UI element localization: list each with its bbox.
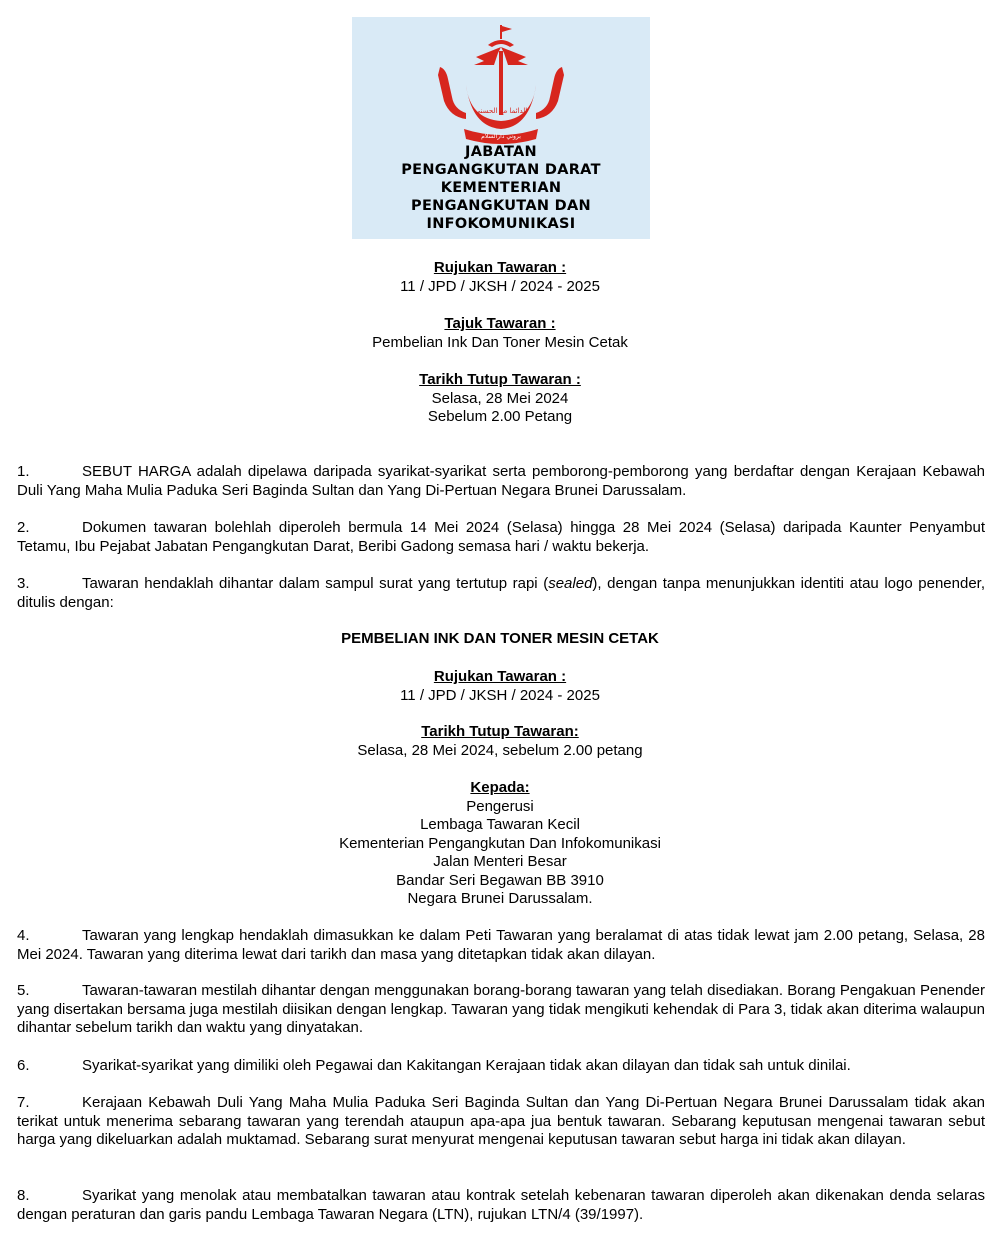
department-name	[352, 143, 650, 233]
address-line: Pengerusi	[466, 797, 534, 815]
logo-line: KEMENTERIAN	[440, 180, 562, 196]
close-date: Selasa, 28 Mei 2024	[431, 389, 569, 407]
paragraph-6	[17, 1057, 985, 1076]
env-close-label: Tarikh Tutup Tawaran:	[421, 723, 579, 740]
paragraph-text: Tawaran yang lengkap hendaklah dimasukkan ke dalam Peti Tawaran yang beralamat di atas tidak lewat jam 2.00 petang, Selasa, 28 Mei 2024. Tawaran yang diterima lewat dari tarikh dan masa yang ditetapkan tidak akan dilayan.	[17, 927, 985, 963]
paragraph-text: SEBUT HARGA adalah dipelawa daripada syarikat-syarikat serta pemborong-pemborong yang berdaftar dengan Kerajaan Kebawah Duli Yang Maha Mulia Paduka Seri Baginda Sultan dan Yang Di-Pertuan Negara Brunei Darussalam.	[17, 463, 985, 499]
ref-label: Rujukan Tawaran :	[433, 259, 567, 276]
brunei-crest-icon	[436, 23, 566, 147]
paragraph-4	[17, 927, 985, 964]
env-ref-value: 11 / JPD / JKSH / 2024 - 2025	[400, 686, 600, 704]
paragraph-8	[17, 1187, 985, 1224]
paragraph-number: 5.	[17, 982, 30, 999]
title-value: Pembelian Ink Dan Toner Mesin Cetak	[372, 333, 628, 351]
paragraph-2	[17, 519, 985, 556]
paragraph-text: Syarikat-syarikat yang dimiliki oleh Pegawai dan Kakitangan Kerajaan tidak akan dilayan dan tidak sah untuk dinilai.	[82, 1057, 851, 1074]
ref-value: 11 / JPD / JKSH / 2024 - 2025	[400, 277, 600, 295]
paragraph-text: Tawaran hendaklah dihantar dalam sampul surat yang tertutup rapi (	[82, 575, 549, 592]
summary-title	[0, 315, 1000, 352]
address-line: Bandar Seri Begawan BB 3910	[396, 871, 604, 889]
envelope-reference	[0, 668, 1000, 705]
department-logo	[352, 17, 650, 239]
title-label: Tajuk Tawaran :	[444, 315, 556, 332]
paragraph-number: 2.	[17, 519, 30, 536]
envelope-address	[0, 779, 1000, 909]
logo-line: INFOKOMUNIKASI	[426, 216, 576, 232]
paragraph-italic: sealed	[548, 575, 593, 592]
summary-reference	[0, 259, 1000, 296]
paragraph-text: Syarikat yang menolak atau membatalkan tawaran atau kontrak setelah kebenaran tawaran diperoleh akan dikenakan denda selaras dengan peraturan dan garis pandu Lembaga Tawaran Negara (LTN), rujukan LTN/4 (39/1997).	[17, 1187, 985, 1223]
paragraph-number: 6.	[17, 1057, 30, 1074]
paragraph-1	[17, 463, 985, 500]
close-label: Tarikh Tutup Tawaran :	[419, 371, 581, 388]
paragraph-number: 7.	[17, 1094, 30, 1111]
paragraph-text: ), dengan tanpa menunjukkan identiti atau logo penender, ditulis dengan:	[17, 575, 985, 611]
emblem-scroll-text: بروني دارالسلام	[481, 133, 521, 140]
envelope-heading: PEMBELIAN INK DAN TONER MESIN CETAK	[341, 630, 659, 647]
env-close-value: Selasa, 28 Mei 2024, sebelum 2.00 petang	[357, 741, 643, 759]
paragraph-number: 1.	[17, 463, 30, 480]
env-ref-label: Rujukan Tawaran :	[433, 668, 567, 685]
close-time: Sebelum 2.00 Petang	[427, 408, 573, 425]
paragraph-text: Kerajaan Kebawah Duli Yang Maha Mulia Paduka Seri Baginda Sultan dan Yang Di-Pertuan Negara Brunei Darussalam tidak akan terikat untuk menerima sebarang tawaran yang terendah ataupun apa-apa jua bentuk tawaran. Sebarang keputusan mengenai tawaran sebut harga yang dikeluarkan adalah muktamad. Sebarang surat menyurat mengenai keputusan tawaran sebut harga ini tidak akan dilayan.	[17, 1094, 985, 1148]
paragraph-number: 4.	[17, 927, 30, 944]
paragraph-5	[17, 982, 985, 1038]
emblem-motto: الدائما مع الحسنى	[474, 107, 528, 115]
paragraph-3	[17, 575, 985, 612]
address-line: Lembaga Tawaran Kecil	[420, 816, 580, 833]
paragraph-7	[17, 1094, 985, 1150]
paragraph-text: Tawaran-tawaran mestilah dihantar dengan menggunakan borang-borang tawaran yang telah disediakan. Borang Pengakuan Penender yang disertakan bersama juga mestilah diisikan dengan lengkap. Tawaran yang tidak mengikuti kehendak di Para 3, tidak akan diterima walaupun dihantar sebelum tarikh dan waktu yang dinyatakan.	[17, 982, 985, 1036]
logo-line: JABATAN	[465, 144, 537, 160]
paragraph-number: 8.	[17, 1187, 30, 1204]
address-line: Jalan Menteri Besar	[433, 853, 567, 870]
logo-line: PENGANGKUTAN DAN	[411, 198, 591, 214]
address-line: Kementerian Pengangkutan Dan Infokomunikasi	[339, 834, 661, 852]
summary-closing	[0, 371, 1000, 427]
to-label: Kepada:	[470, 779, 530, 796]
paragraph-number: 3.	[17, 575, 30, 592]
address-line: Negara Brunei Darussalam.	[407, 890, 593, 907]
envelope-closing	[0, 723, 1000, 760]
paragraph-text: Dokumen tawaran bolehlah diperoleh bermula 14 Mei 2024 (Selasa) hingga 28 Mei 2024 (Selasa) daripada Kaunter Penyambut Tetamu, Ibu Pejabat Jabatan Pengangkutan Darat, Beribi Gadong semasa hari / waktu bekerja.	[17, 519, 985, 555]
logo-line: PENGANGKUTAN DARAT	[401, 162, 601, 178]
